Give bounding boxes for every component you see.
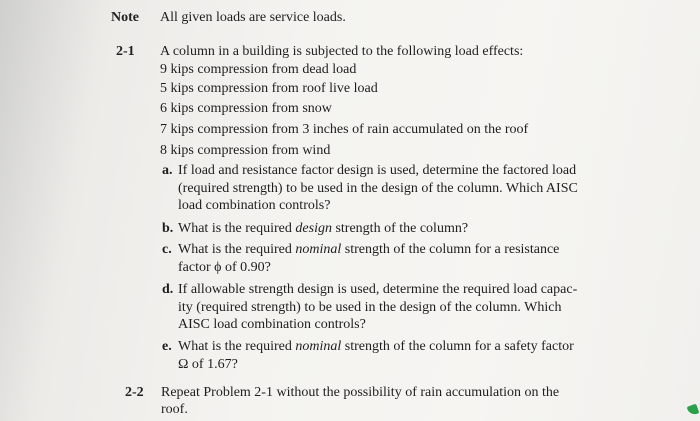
part-c-letter: c. — [162, 242, 172, 257]
part-e-letter: e. — [162, 339, 172, 354]
part-c-emphasis: nominal — [295, 242, 342, 257]
part-e-post: strength of the column for a safety factor — [341, 339, 574, 354]
part-c-line-1 — [178, 241, 559, 259]
part-e-line-1 — [178, 338, 574, 356]
problem-2-2-line-1: Repeat Problem 2-1 without the possibility of rain accumulation on the — [161, 385, 560, 400]
part-b-pre: What is the required — [178, 221, 296, 236]
part-e-line-2: Ω of 1.67? — [178, 356, 238, 372]
part-c-pre: What is the required — [178, 242, 296, 257]
part-a-line-2: (required strength) to be used in the design of the column. Which AISC — [178, 180, 578, 196]
part-d-letter: d. — [162, 282, 174, 297]
part-d-line-1: If allowable strength design is used, determine the required load capac- — [178, 282, 578, 297]
part-d-line-3: AISC load combination controls? — [178, 317, 366, 332]
problem-2-2-number: 2-2 — [125, 385, 144, 400]
load-item-wind: 8 kips compression from wind — [160, 143, 331, 158]
part-a-letter: a. — [162, 163, 173, 178]
load-item-rain: 7 kips compression from 3 inches of rain accumulated on the roof — [160, 122, 529, 137]
note-label: Note — [111, 10, 139, 25]
part-b-post: strength of the column? — [331, 221, 469, 236]
problem-2-2-line-2: roof. — [161, 402, 188, 417]
part-e-pre: What is the required — [178, 339, 296, 354]
note-text: All given loads are service loads. — [160, 10, 346, 25]
load-item-roof-live: 5 kips compression from roof live load — [160, 81, 378, 96]
part-a-line-3: load combination controls? — [178, 198, 331, 213]
part-e-emphasis: nominal — [295, 339, 342, 354]
part-c-line-2: factor ϕ of 0.90? — [178, 259, 271, 275]
part-c-post: strength of the column for a resistance — [341, 242, 560, 257]
leaf-mark-icon — [687, 404, 700, 417]
problem-2-1-intro: A column in a building is subjected to the following load effects: — [160, 44, 524, 59]
part-b-text — [178, 220, 468, 238]
part-b-emphasis: design — [295, 221, 332, 236]
problem-2-1-number: 2-1 — [116, 44, 135, 59]
part-b-letter: b. — [162, 221, 174, 236]
part-a-line-1: If load and resistance factor design is used, determine the factored load — [178, 163, 577, 178]
load-item-snow: 6 kips compression from snow — [160, 101, 332, 116]
load-item-dead: 9 kips compression from dead load — [160, 61, 357, 77]
part-d-line-2: ity (required strength) to be used in the design of the column. Which — [178, 299, 562, 315]
